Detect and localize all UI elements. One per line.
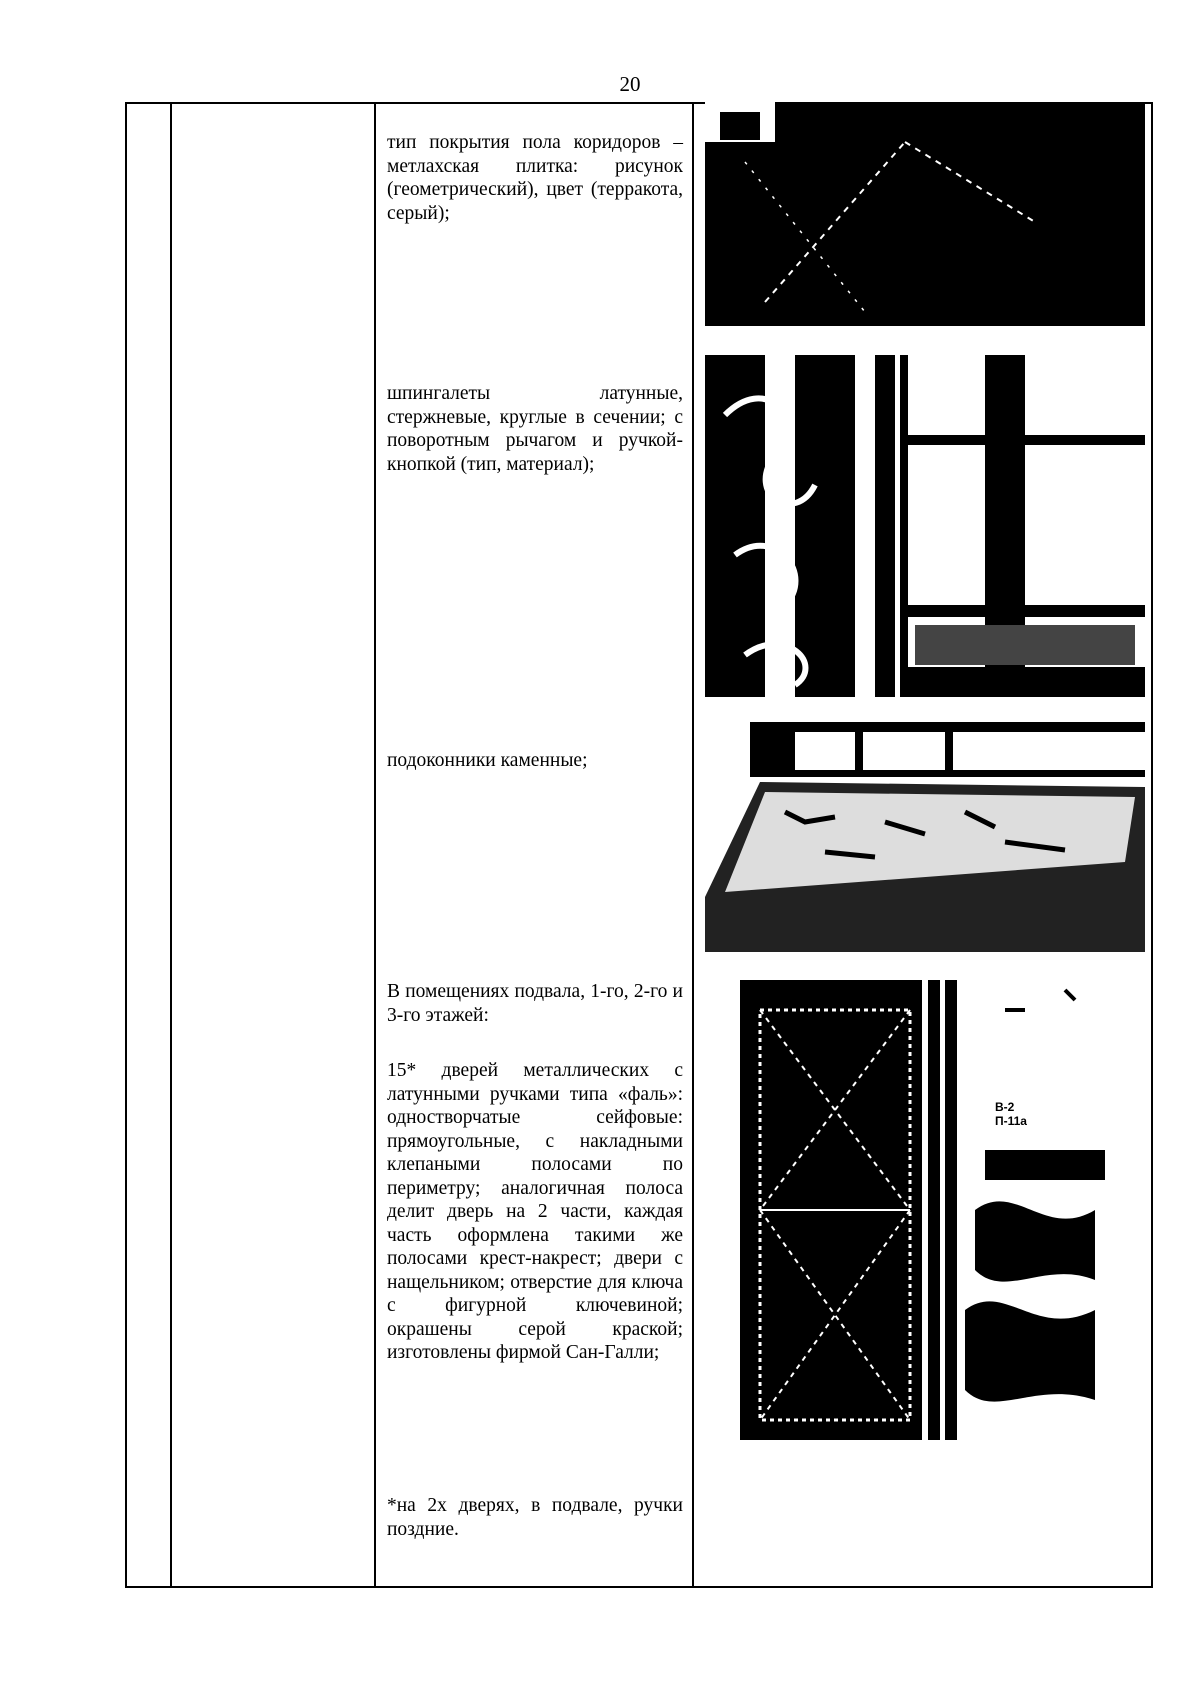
door-label-photo: [945, 980, 1105, 1440]
metal-door-photo: [740, 980, 940, 1440]
footnote-text: *на 2х дверях, в подвале, ручки поздние.: [387, 1495, 683, 1540]
rooms-heading-text: В помещениях подвала, 1-го, 2-го и 3-го этажей:: [387, 981, 683, 1026]
window-bolts-text: шпингалеты латунные, стержневые, круглые в сечении; с поворотным рычагом и ручкой-кнопкой (тип, материал);: [387, 383, 683, 475]
floor-covering-text: тип покрытия пола коридоров – метлахская плитка: рисунок (геометрический), цвет (терракота, серый);: [387, 132, 683, 224]
door-label: В-2 П-11а: [995, 1100, 1027, 1128]
column-divider-3: [692, 104, 694, 1586]
window-bolts-photo: [705, 355, 1145, 697]
floor-tile-photo: [705, 102, 1145, 326]
metal-doors-text: 15* дверей металлических с латунными ручками типа «фаль»: одностворчатые сейфовые: прямоугольные, с накладными клепаными полосами по периметру; аналогичная полоса делит дверь на 2 части, каждая часть оформлена такими же полосами крест-накрест; двери с нащельником; отверстие для ключа с фигурной ключевиной; окрашены серой краской; изготовлены фирмой Сан-Галли;: [387, 1060, 683, 1363]
window-sill-photo: [705, 722, 1145, 952]
column-divider-2: [374, 104, 376, 1586]
column-divider-1: [170, 104, 172, 1586]
window-sills-text: подоконники каменные;: [387, 750, 588, 771]
page-number: 20: [619, 72, 641, 96]
